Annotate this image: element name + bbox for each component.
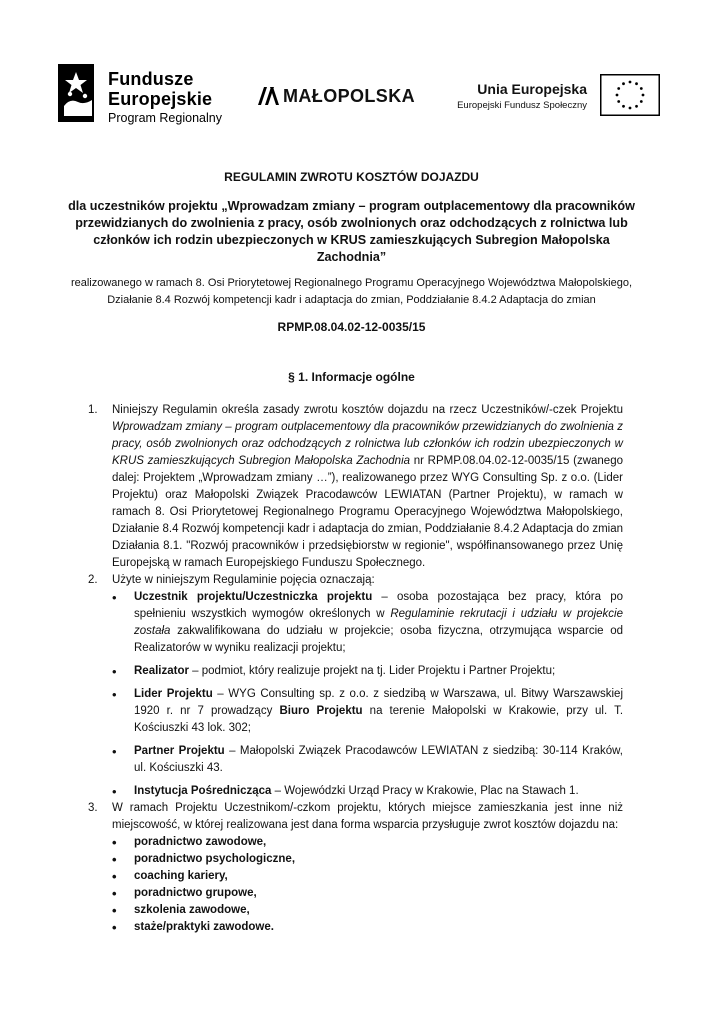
support-forms-list — [112, 834, 623, 936]
support-form-item: • coaching kariery, — [134, 868, 623, 885]
definition-text: – WYG Consulting sp. z o.o. z siedzibą w Warszawa, ul. Bitwy Warszawskiej 1920 r. nr 7 prowadzący — [134, 688, 623, 717]
project-code: RPMP.08.04.02-12-0035/15 — [277, 320, 426, 334]
fe-line1: Fundusze — [108, 69, 194, 89]
eu-flag-icon — [600, 74, 660, 116]
ue-title: Unia Europejska — [477, 81, 587, 97]
definition-text: zakwalifikowana do udziału w projekcie; osoba fizyczna, otrzymująca wsparcie od Realizatorów w wyniku realizacji projektu; — [134, 625, 623, 654]
general-info-list — [112, 402, 623, 936]
regulation-document — [0, 170, 703, 936]
item3-intro: W ramach Projektu Uczestnikom/-czkom projektu, których miejsce zamieszkania jest inne niż miejscowość, w której realizowana jest dana forma wsparcia przysługuje zwrot kosztów dojazdu na: — [112, 802, 623, 831]
fundusze-europejskie-star-logo — [58, 64, 102, 122]
list-item — [112, 402, 623, 572]
definition-item — [134, 686, 623, 737]
definition-text: – Wojewódzki Urząd Pracy w Krakowie, Plac na Stawach 1. — [271, 785, 579, 797]
definition-text: na terenie Małopolski w Krakowie, przy ul. T. Kościuszki 43 lok. 302; — [134, 705, 624, 734]
support-form-item: • poradnictwo psychologiczne, — [134, 851, 623, 868]
definition-italic: Regulaminie rekrutacji i udziału w projekcie została — [134, 608, 623, 637]
definition-text: – Małopolski Związek Pracodawców LEWIATAN z siedzibą: 30-114 Kraków, ul. Kościuszki 43. — [134, 745, 623, 774]
list-item — [112, 800, 623, 936]
definition-item — [134, 783, 623, 800]
definition-term: Realizator — [134, 665, 189, 677]
definition-item — [134, 589, 623, 657]
section-heading: § 1. Informacje ogólne — [288, 370, 415, 384]
definition-term: Instytucja Pośrednicząca — [134, 785, 272, 797]
item1-text-c: nr RPMP.08.04.02-12-0035/15 (zwanego dalej: Projektem „Wprowadzam zmiany …”), realizowanego przez WYG Consulting Sp. z o.o. (Lider Projektu) oraz Małopolski Związek Pracodawców LEWIATAN (Partner Projektu), w ramach w ramach 8. Osi Priorytetowej Regionalnego Programu Operacyjnego Województwa Małopolskiego, Działanie 8.4 Rozwój kompetencji kadr i adaptacja do zmian, Poddziałanie 8.4.2 Adaptacja do zmian Działania 8.1. "Rozwój pracowników i przedsiębiorstw w regionie", współfinansowanego przez Unię Europejską w ramach Europejskiego Funduszu Społecznego. — [112, 455, 623, 569]
fe-line2: Europejskie — [108, 89, 213, 109]
list-item — [112, 572, 623, 800]
definition-text: – osoba pozostająca bez pracy, która po spełnieniu wszystkich wymogów określonych w — [134, 591, 623, 620]
item2-intro: Użyte w niniejszym Regulaminie pojęcia oznaczają: — [112, 574, 375, 586]
item1-project-name: Wprowadzam zmiany – program outplacementowy dla pracowników przewidzianych do zwolnienia z pracy, osób zwolnionych oraz odchodzących z rolnictwa lub członków ich rodzin ubezpieczonych w KRUS zamieszkujących Subregion Małopolska Zachodnia — [112, 421, 623, 467]
definition-text: – podmiot, który realizuje projekt na tj. Lider Projektu i Partner Projektu; — [188, 665, 556, 677]
definition-term: Partner Projektu — [134, 745, 225, 757]
support-form-item: • poradnictwo zawodowe, — [134, 834, 623, 851]
fundusze-europejskie-text — [108, 70, 222, 125]
definitions-list — [112, 589, 623, 800]
support-form-item: • szkolenia zawodowe, — [134, 902, 623, 919]
definition-term: Uczestnik projektu/Uczestniczka projektu — [134, 591, 373, 603]
fe-line3: Program Regionalny — [108, 111, 222, 125]
malopolska-logo-icon — [257, 86, 281, 106]
document-subtitle: dla uczestników projektu „Wprowadzam zmiany – program outplacementowy dla pracowników przewidzianych do zwolnienia z pracy, osób zwolnionych oraz odchodzących z rolnictwa lub członków ich rodzin ubezpieczonych w KRUS zamieszkujących Subregion Małopolska Zachodnia” — [68, 199, 635, 264]
definition-item — [134, 663, 623, 680]
item1-text-a: Niniejszy Regulamin określa zasady zwrotu kosztów dojazdu na rzecz Uczestników/-czek Projektu — [112, 404, 623, 416]
support-form-item: • staże/praktyki zawodowe. — [134, 919, 623, 936]
malopolska-wordmark: MAŁOPOLSKA — [283, 86, 415, 106]
definition-bold: Biuro Projektu — [279, 705, 363, 717]
document-title: REGULAMIN ZWROTU KOSZTÓW DOJAZDU — [224, 170, 479, 184]
ue-subtitle: Europejski Fundusz Społeczny — [457, 100, 587, 111]
definition-term: Lider Projektu — [134, 688, 213, 700]
definition-item — [134, 743, 623, 777]
unia-europejska-text — [451, 81, 587, 111]
realization-note: realizowanego w ramach 8. Osi Priorytetowej Regionalnego Programu Operacyjnego Województwa Małopolskiego, Działanie 8.4 Rozwój kompetencji kadr i adaptacja do zmian, Poddziałanie 8.4.2 Adaptacja do zmian — [70, 277, 633, 306]
document-header — [0, 0, 703, 140]
support-form-item: • poradnictwo grupowe, — [134, 885, 623, 902]
